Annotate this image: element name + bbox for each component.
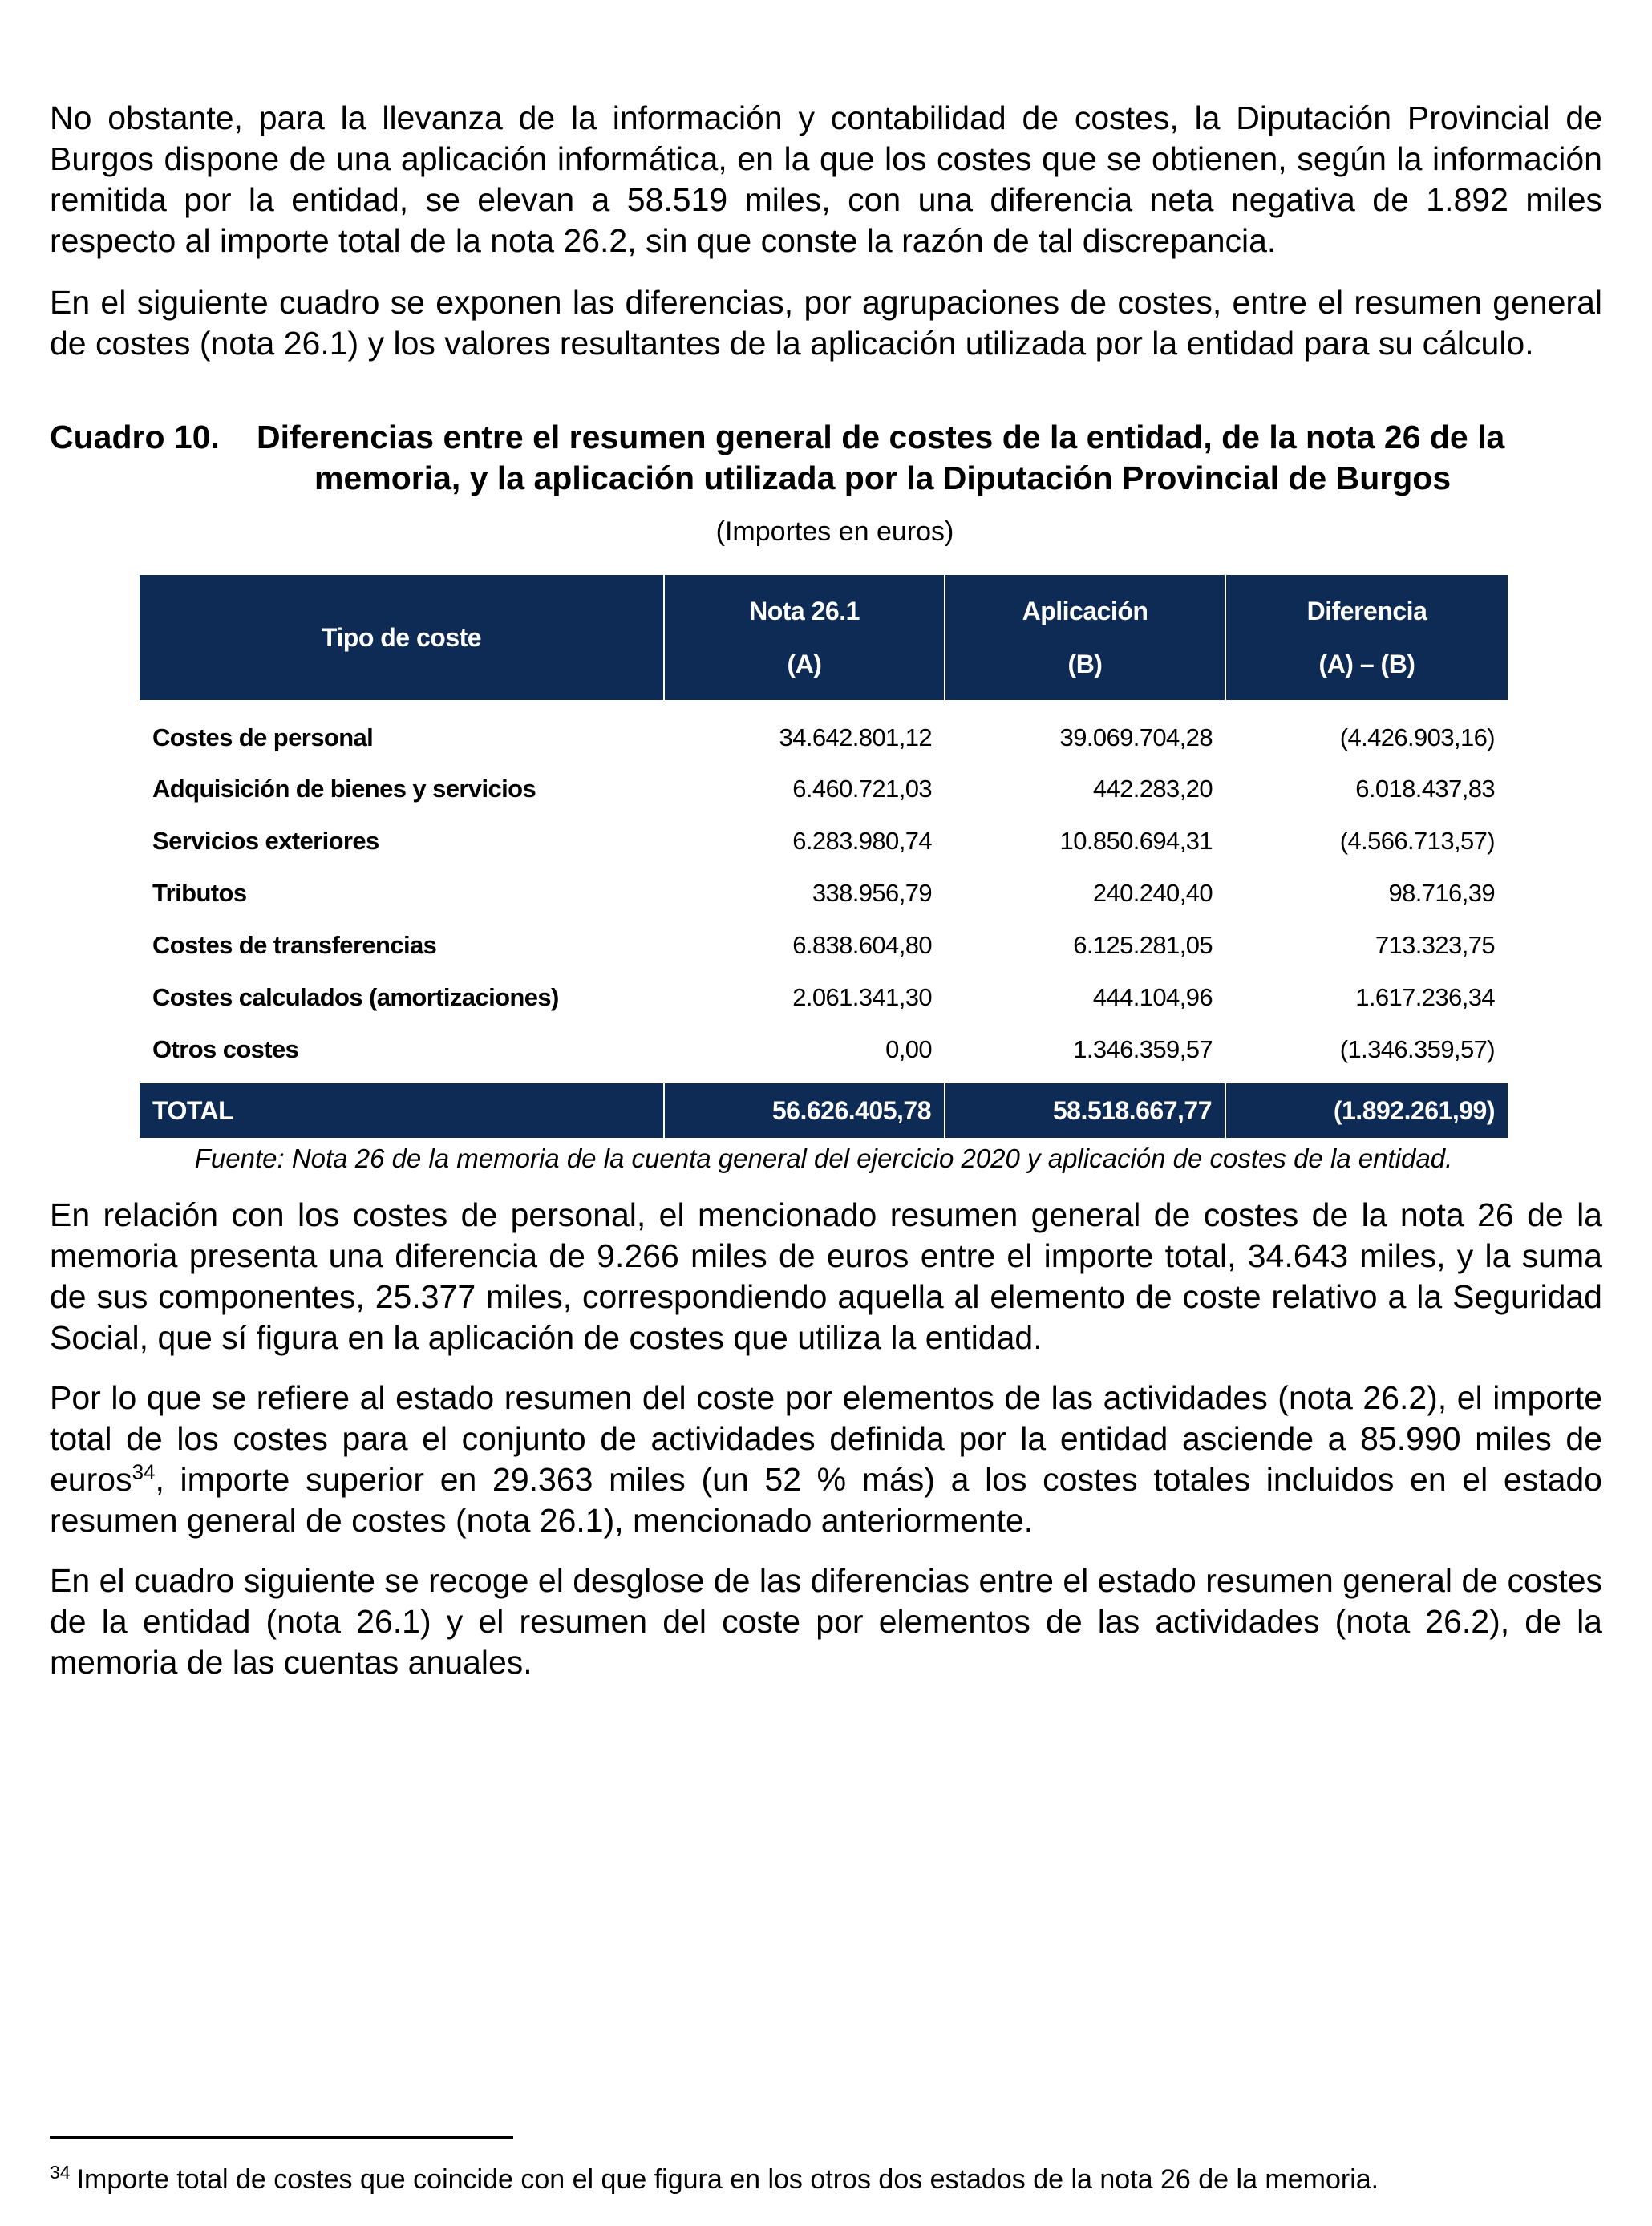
cell-diferencia: (1.346.359,57) <box>1339 1034 1495 1063</box>
table-row <box>140 763 1508 815</box>
header-diferencia-label: Diferencia <box>1306 597 1427 625</box>
table-row <box>140 919 1508 971</box>
header-nota-label: Nota 26.1 <box>749 597 860 625</box>
cell-diferencia: 98.716,39 <box>1388 878 1495 907</box>
cell-nota: 2.061.341,30 <box>792 982 932 1011</box>
table-source: Fuente: Nota 26 de la memoria de la cuenta general del ejercicio 2020 y aplicación de costes de la entidad. <box>194 1143 1453 1173</box>
cell-nota: 0,00 <box>885 1034 932 1063</box>
footnote-separator <box>50 2136 513 2139</box>
table-row <box>140 971 1508 1023</box>
paragraph-3: En relación con los costes de personal, el mencionado resumen general de costes de la nota 26 de la memoria presenta una diferencia de 9.266 miles de euros entre el importe total, 34.643 miles, y la suma de sus componentes, 25.377 miles, correspondiendo aquella al elemento de coste relativo a la Seguridad Social, que sí figura en la aplicación de costes que utiliza la entidad. <box>50 1196 1602 1356</box>
total-diferencia: (1.892.261,99) <box>1225 1083 1508 1138</box>
header-aplicacion-label: Aplicación <box>1022 597 1148 625</box>
cell-aplicacion: 444.104,96 <box>1092 982 1213 1011</box>
header-nota <box>664 575 945 700</box>
cell-tipo: Servicios exteriores <box>152 826 379 855</box>
cell-tipo: Otros costes <box>152 1034 299 1063</box>
header-tipo-coste-label: Tipo de coste <box>321 622 482 652</box>
paragraph-4-text-a: Por lo que se refiere al estado resumen del coste por elementos de las actividades (nota 26.2), el importe total de los costes para el conjunto de actividades definida por la entidad asciende a 85.990 miles de euros <box>50 1379 1602 1498</box>
cell-diferencia: 713.323,75 <box>1375 930 1495 959</box>
cell-tipo: Costes calculados (amortizaciones) <box>152 982 559 1011</box>
header-nota-sub: (A) <box>787 650 822 678</box>
cell-aplicacion: 10.850.694,31 <box>1059 826 1213 855</box>
table-row <box>140 700 1508 763</box>
cell-nota: 34.642.801,12 <box>779 723 932 751</box>
cell-tipo: Tributos <box>152 878 247 907</box>
caption-line-1: Diferencias entre el resumen general de costes de la entidad, de la nota 26 de la <box>257 419 1505 455</box>
paragraph-4 <box>50 1378 1602 1541</box>
cell-diferencia: 6.018.437,83 <box>1355 774 1495 803</box>
paragraph-1: No obstante, para la llevanza de la información y contabilidad de costes, la Diputación Provincial de Burgos dispone de una aplicación informática, en la que los costes que se obtienen, según la información remitida por la entidad, se elevan a 58.519 miles, con una diferencia neta negativa de 1.892 miles respecto al importe total de la nota 26.2, sin que conste la razón de tal discrepancia. <box>50 99 1602 259</box>
footnote <box>50 2162 1602 2197</box>
cell-tipo: Costes de transferencias <box>152 930 437 959</box>
table-total-row <box>140 1083 1508 1138</box>
footnote-reference[interactable]: 34 <box>132 1459 156 1484</box>
paragraph-4-text-b: , importe superior en 29.363 miles (un 52 % más) a los costes totales incluidos en el estado resumen general de costes (nota 26.1), mencionado anteriormente. <box>50 1461 1602 1539</box>
cell-nota: 6.460.721,03 <box>792 774 932 803</box>
total-aplicacion: 58.518.667,77 <box>945 1083 1225 1138</box>
cell-diferencia: (4.426.903,16) <box>1339 723 1495 751</box>
table-header-row <box>140 575 1508 700</box>
total-nota: 56.626.405,78 <box>664 1083 945 1138</box>
cell-aplicacion: 1.346.359,57 <box>1073 1034 1213 1063</box>
table-units: (Importes en euros) <box>715 516 954 547</box>
cell-aplicacion: 240.240,40 <box>1092 878 1213 907</box>
cell-tipo: Adquisición de bienes y servicios <box>152 774 536 803</box>
paragraph-2: En el siguiente cuadro se exponen las diferencias, por agrupaciones de costes, entre el resumen general de costes (nota 26.1) y los valores resultantes de la aplicación utilizada por la entidad para su cálculo. <box>50 284 1602 362</box>
cell-aplicacion: 39.069.704,28 <box>1059 723 1213 751</box>
caption-label: Cuadro 10. <box>50 419 220 455</box>
cell-aplicacion: 6.125.281,05 <box>1073 930 1213 959</box>
header-aplicacion-sub: (B) <box>1067 650 1103 678</box>
paragraph-5: En el cuadro siguiente se recoge el desglose de las diferencias entre el estado resumen general de costes de la entidad (nota 26.1) y el resumen del coste por elementos de las actividades (nota 26.2), de la memoria de las cuentas anuales. <box>50 1562 1602 1681</box>
header-diferencia-sub: (A) – (B) <box>1318 650 1415 678</box>
cost-difference-table <box>140 575 1508 1138</box>
cell-diferencia: 1.617.236,34 <box>1355 982 1495 1011</box>
cell-diferencia: (4.566.713,57) <box>1339 826 1495 855</box>
cell-tipo: Costes de personal <box>152 723 374 751</box>
cell-nota: 6.838.604,80 <box>792 930 932 959</box>
table-row <box>140 815 1508 867</box>
caption-line-2: memoria, y la aplicación utilizada por la Diputación Provincial de Burgos <box>314 459 1452 496</box>
header-tipo-coste <box>140 575 664 700</box>
header-aplicacion <box>945 575 1225 700</box>
cell-aplicacion: 442.283,20 <box>1092 774 1213 803</box>
table-row <box>140 1023 1508 1083</box>
table-row <box>140 867 1508 919</box>
footnote-number: 34 <box>50 2161 71 2183</box>
footnote-text: Importe total de costes que coincide con el que figura en los otros dos estados de la nota 26 de la memoria. <box>76 2164 1379 2195</box>
cell-nota: 338.956,79 <box>812 878 932 907</box>
header-diferencia <box>1225 575 1508 700</box>
total-label: TOTAL <box>140 1083 664 1138</box>
cell-nota: 6.283.980,74 <box>792 826 932 855</box>
